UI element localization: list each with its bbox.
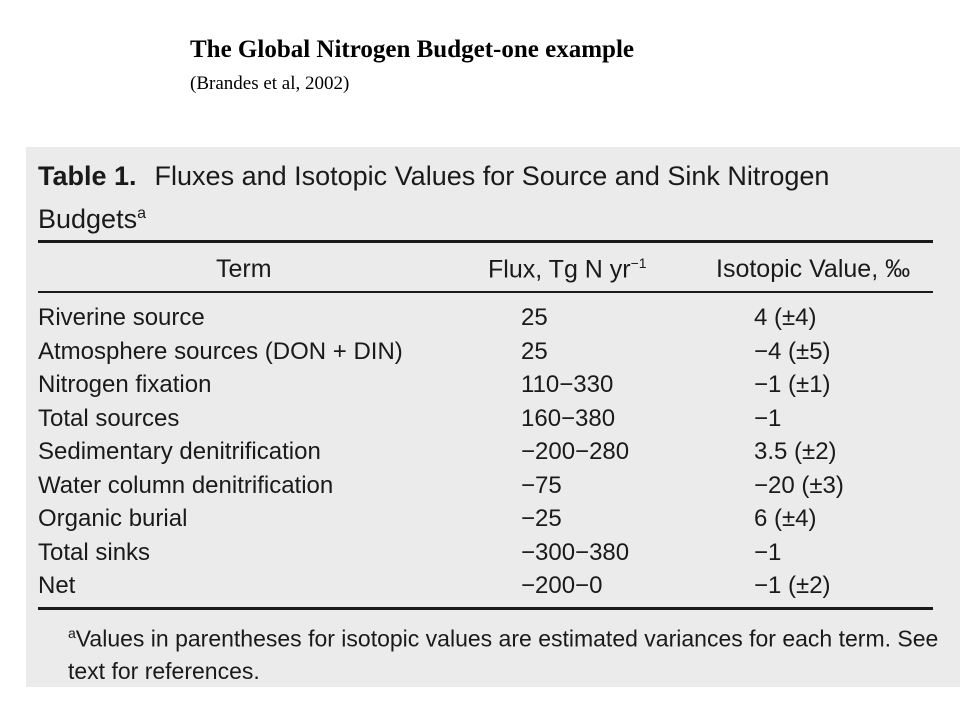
- table-row: [26, 368, 960, 402]
- cell-isotopic: 3.5 (±2): [754, 438, 837, 465]
- table-caption-lead: Table 1.: [38, 161, 137, 191]
- cell-term: Total sinks: [38, 538, 151, 566]
- cell-isotopic: −20 (±3): [754, 471, 844, 499]
- cell-isotopic: −1 (±1): [754, 371, 831, 398]
- cell-isotopic: −1: [754, 404, 782, 432]
- slide-subtitle: (Brandes et al, 2002): [190, 73, 350, 94]
- cell-flux: −300−380: [521, 538, 630, 566]
- cell-isotopic: −4 (±5): [754, 337, 831, 365]
- cell-flux: 160−380: [521, 404, 616, 432]
- cell-term: Sedimentary denitrification: [38, 438, 321, 465]
- table-footnote: [68, 617, 948, 687]
- column-header-flux: [488, 255, 647, 284]
- cell-term: Organic burial: [38, 505, 188, 532]
- cell-flux: −200−0: [521, 572, 603, 599]
- cell-isotopic: 6 (±4): [754, 505, 817, 532]
- table-row: [26, 502, 960, 536]
- footnote-text: Values in parentheses for isotopic values are estimated variances for each term. See text for references.: [68, 625, 939, 684]
- header-rule: [38, 291, 933, 293]
- top-rule: [38, 240, 933, 243]
- cell-isotopic: 4 (±4): [754, 304, 817, 331]
- bottom-rule: [38, 607, 933, 610]
- cell-term: Atmosphere sources (DON + DIN): [38, 337, 403, 365]
- cell-flux: 25: [521, 304, 548, 331]
- table-caption-text: Fluxes and Isotopic Values for Source and Sink Nitrogen Budgets: [38, 161, 830, 234]
- table-row: [26, 435, 960, 469]
- table-row: [26, 335, 960, 369]
- table-body: [26, 301, 960, 603]
- table-row: [26, 301, 960, 335]
- table-row: [26, 402, 960, 436]
- cell-flux: −25: [521, 505, 562, 532]
- cell-term: Water column denitrification: [38, 471, 334, 499]
- column-header-flux-label: Flux, Tg N yr: [488, 255, 631, 284]
- cell-term: Total sources: [38, 404, 180, 432]
- cell-flux: 110−330: [521, 371, 614, 398]
- cell-flux: −75: [521, 471, 562, 499]
- footnote-mark: a: [68, 625, 76, 641]
- cell-flux: −200−280: [521, 438, 630, 465]
- cell-flux: 25: [521, 337, 548, 365]
- column-header-term: Term: [216, 255, 272, 283]
- cell-term: Nitrogen fixation: [38, 371, 212, 398]
- cell-isotopic: −1: [754, 538, 782, 566]
- cell-term: Net: [38, 572, 76, 599]
- table-caption: [38, 157, 938, 238]
- column-header-flux-exponent: −1: [630, 255, 647, 271]
- slide-title: The Global Nitrogen Budget-one example: [190, 36, 634, 63]
- cell-isotopic: −1 (±2): [754, 572, 831, 599]
- table-row: [26, 469, 960, 503]
- scanned-table: [26, 147, 960, 687]
- table-row: [26, 569, 960, 603]
- column-header-isotopic: Isotopic Value, ‰: [716, 255, 911, 283]
- cell-term: Riverine source: [38, 304, 205, 331]
- table-caption-mark: a: [137, 205, 146, 222]
- table-row: [26, 536, 960, 570]
